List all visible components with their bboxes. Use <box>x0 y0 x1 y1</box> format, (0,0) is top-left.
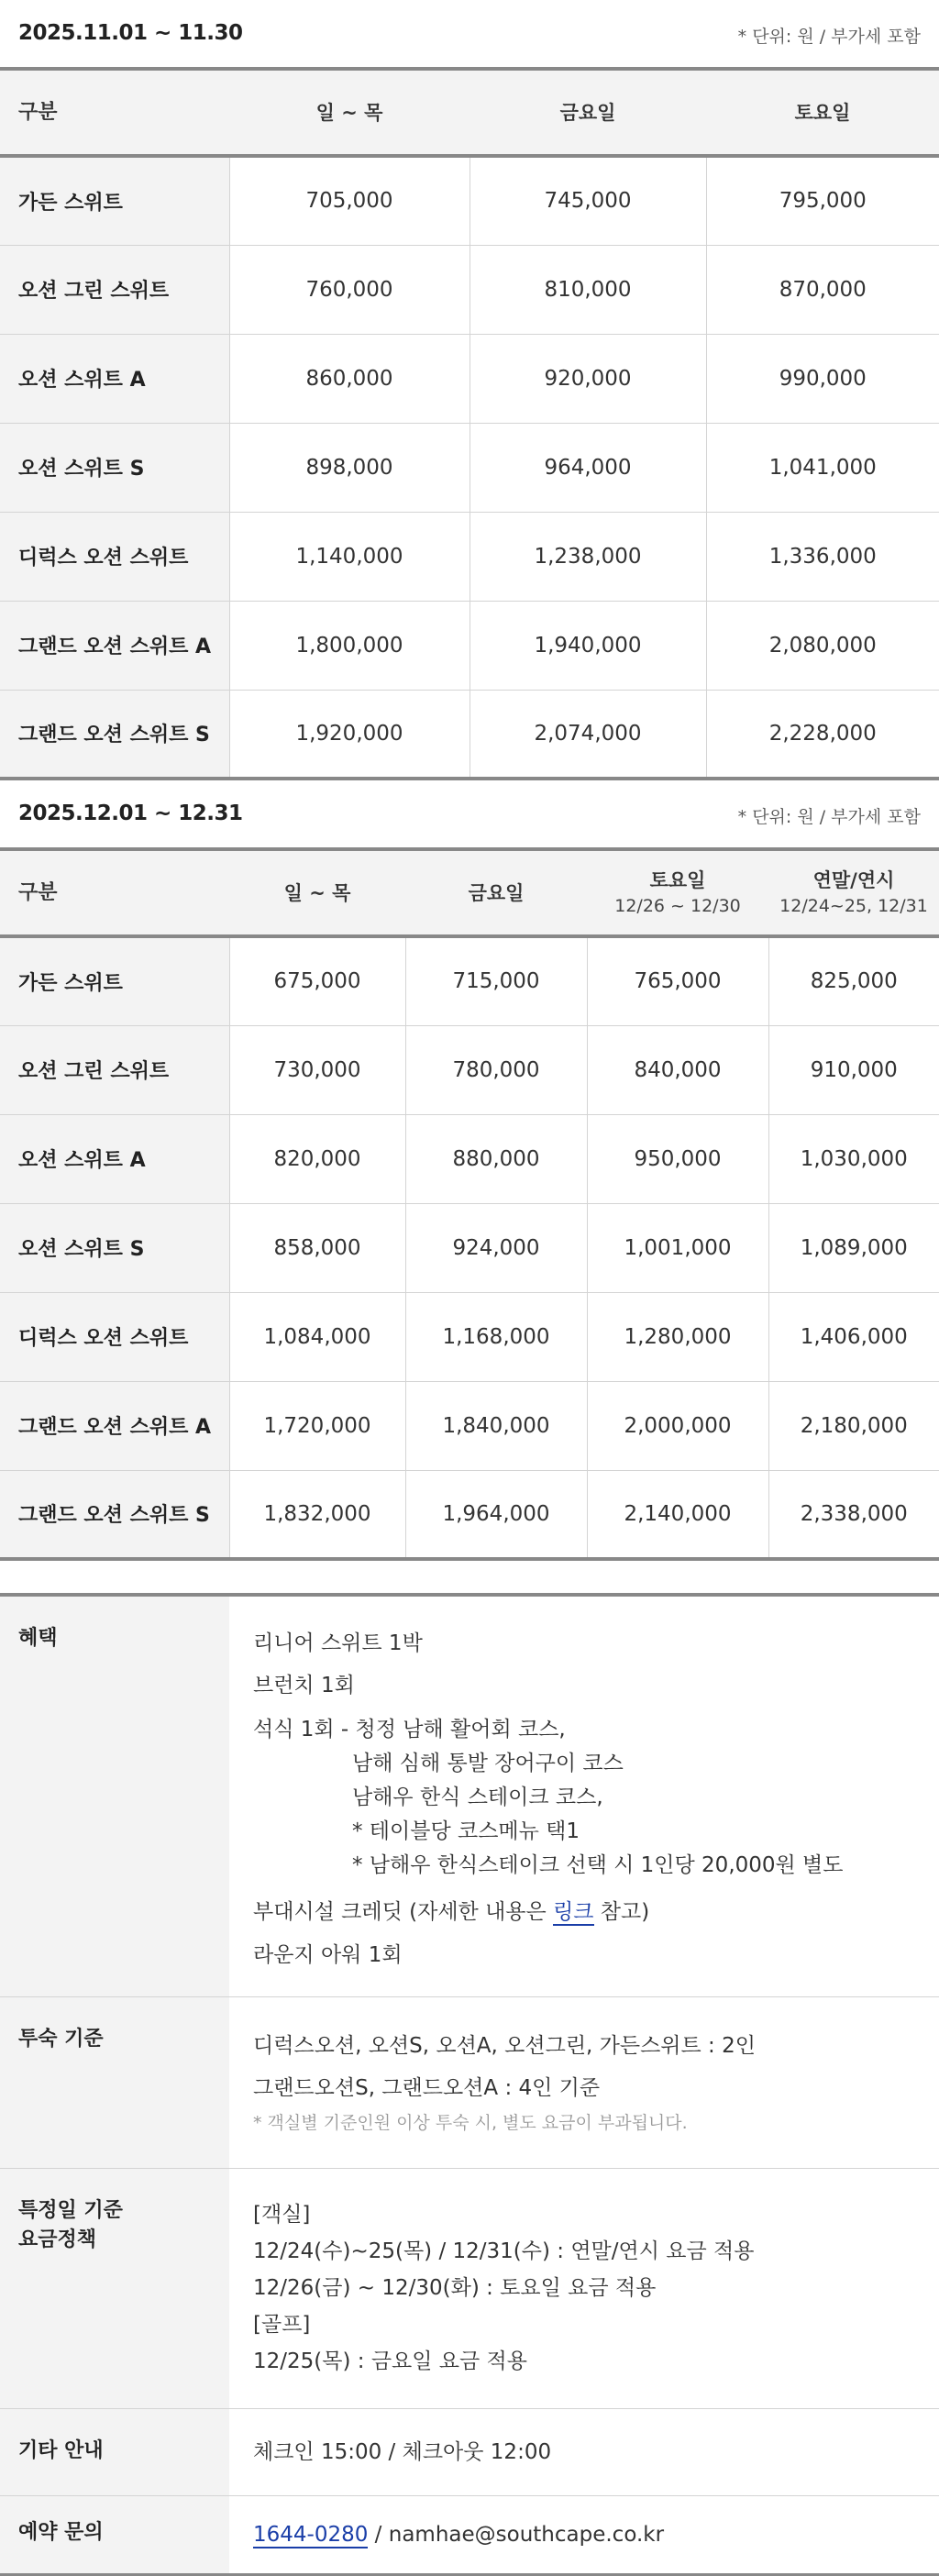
price-cell: 1,800,000 <box>229 601 470 690</box>
table-row <box>0 601 939 690</box>
room-name: 가든 스위트 <box>0 936 229 1025</box>
section-spacer <box>0 1561 939 1593</box>
special-label-line: 요금정책 <box>18 2228 97 2251</box>
table-row <box>0 334 939 423</box>
info-row-benefit <box>0 1597 939 1997</box>
price-cell: 2,140,000 <box>587 1470 768 1559</box>
contact-separator: / <box>368 2523 389 2547</box>
credit-text-pre: 부대시설 크레딧 (자세한 내용은 <box>253 1900 554 1924</box>
info-row-occupancy <box>0 1997 939 2169</box>
info-label-etc: 기타 안내 <box>0 2409 229 2495</box>
price-cell: 825,000 <box>768 936 939 1025</box>
occupancy-line: 그랜드오션S, 그랜드오션A : 4인 기준 <box>253 2076 601 2100</box>
room-name: 오션 그린 스위트 <box>0 1025 229 1114</box>
price-cell: 2,180,000 <box>768 1381 939 1470</box>
price-cell: 1,030,000 <box>768 1114 939 1203</box>
price-cell: 730,000 <box>229 1025 405 1114</box>
period-header-dec <box>0 780 939 847</box>
rate-table-dec <box>0 847 939 1561</box>
info-table <box>0 1593 939 2576</box>
period-title: 2025.11.01 ~ 11.30 <box>18 21 243 45</box>
price-cell: 2,228,000 <box>706 690 939 779</box>
info-row-etc <box>0 2409 939 2496</box>
dinner-line: 석식 1회 - 청정 남해 활어회 코스, <box>253 1718 566 1741</box>
price-cell: 1,168,000 <box>405 1292 587 1381</box>
unit-note: * 단위: 원 / 부가세 포함 <box>737 807 921 827</box>
header-category: 구분 <box>18 880 58 904</box>
occupancy-line: 디럭스오션, 오션S, 오션A, 오션그린, 가든스위트 : 2인 <box>253 2034 756 2058</box>
info-body-etc: 체크인 15:00 / 체크아웃 12:00 <box>253 2440 552 2464</box>
room-name: 오션 스위트 S <box>0 1203 229 1292</box>
price-cell: 1,280,000 <box>587 1292 768 1381</box>
info-row-special <box>0 2169 939 2409</box>
room-name: 오션 스위트 A <box>0 334 229 423</box>
special-line: 12/26(금) ~ 12/30(화) : 토요일 요금 적용 <box>253 2276 657 2300</box>
room-name: 가든 스위트 <box>0 156 229 245</box>
price-cell: 760,000 <box>229 245 470 334</box>
price-cell: 675,000 <box>229 936 405 1025</box>
price-cell: 1,336,000 <box>706 512 939 601</box>
info-body-benefit <box>229 1597 939 1996</box>
header-friday: 금요일 <box>468 881 525 904</box>
info-body-contact <box>229 2496 939 2573</box>
price-cell: 910,000 <box>768 1025 939 1114</box>
table-row <box>0 156 939 245</box>
room-name: 오션 그린 스위트 <box>0 245 229 334</box>
header-weekday: 일 ~ 목 <box>315 101 383 124</box>
header-saturday <box>587 849 768 936</box>
header-yearend-label: 연말/연시 <box>812 868 895 891</box>
benefit-dinner <box>253 1713 921 1883</box>
occupancy-note: * 객실별 기준인원 이상 투숙 시, 별도 요금이 부과됩니다. <box>253 2113 688 2133</box>
info-label-special <box>0 2169 229 2408</box>
room-name: 오션 스위트 S <box>0 423 229 512</box>
price-cell: 1,840,000 <box>405 1381 587 1470</box>
table-row <box>0 1470 939 1559</box>
dinner-line: 남해 심해 통발 장어구이 코스 <box>352 1752 624 1775</box>
table-row <box>0 245 939 334</box>
table-row <box>0 690 939 779</box>
price-cell: 2,074,000 <box>470 690 706 779</box>
price-cell: 780,000 <box>405 1025 587 1114</box>
special-label-line: 특정일 기준 <box>18 2199 123 2222</box>
header-saturday-label: 토요일 <box>649 868 706 891</box>
price-cell: 2,000,000 <box>587 1381 768 1470</box>
info-body-special <box>229 2169 939 2408</box>
header-yearend-dates: 12/24~25, 12/31 <box>779 895 928 916</box>
price-cell: 880,000 <box>405 1114 587 1203</box>
room-name: 디럭스 오션 스위트 <box>0 1292 229 1381</box>
special-line: 12/25(목) : 금요일 요금 적용 <box>253 2349 527 2373</box>
price-cell: 870,000 <box>706 245 939 334</box>
table-row <box>0 936 939 1025</box>
price-cell: 920,000 <box>470 334 706 423</box>
price-cell: 860,000 <box>229 334 470 423</box>
price-cell: 715,000 <box>405 936 587 1025</box>
room-name: 디럭스 오션 스위트 <box>0 512 229 601</box>
price-cell: 858,000 <box>229 1203 405 1292</box>
header-weekday: 일 ~ 목 <box>283 881 351 904</box>
period-title: 2025.12.01 ~ 12.31 <box>18 802 243 825</box>
header-category: 구분 <box>18 100 58 124</box>
credit-link[interactable]: 링크 <box>553 1900 594 1924</box>
table-row <box>0 1114 939 1203</box>
price-cell: 950,000 <box>587 1114 768 1203</box>
price-cell: 898,000 <box>229 423 470 512</box>
special-line: 12/24(수)~25(목) / 12/31(수) : 연말/연시 요금 적용 <box>253 2239 755 2263</box>
info-body-occupancy <box>229 1997 939 2168</box>
price-cell: 745,000 <box>470 156 706 245</box>
info-row-contact <box>0 2496 939 2573</box>
special-line: [객실] <box>253 2203 311 2227</box>
benefit-stay: 리니어 스위트 1박 <box>253 1631 423 1655</box>
price-cell: 1,720,000 <box>229 1381 405 1470</box>
price-cell: 765,000 <box>587 936 768 1025</box>
unit-note: * 단위: 원 / 부가세 포함 <box>737 27 921 47</box>
price-cell: 1,406,000 <box>768 1292 939 1381</box>
price-cell: 1,940,000 <box>470 601 706 690</box>
info-label-contact: 예약 문의 <box>0 2496 229 2573</box>
room-name: 오션 스위트 A <box>0 1114 229 1203</box>
price-cell: 2,080,000 <box>706 601 939 690</box>
header-yearend <box>768 849 939 936</box>
price-cell: 1,041,000 <box>706 423 939 512</box>
price-cell: 840,000 <box>587 1025 768 1114</box>
phone-link[interactable]: 1644-0280 <box>253 2523 369 2547</box>
price-cell: 1,089,000 <box>768 1203 939 1292</box>
price-cell: 1,920,000 <box>229 690 470 779</box>
price-cell: 1,084,000 <box>229 1292 405 1381</box>
table-header-row <box>0 849 939 936</box>
price-cell: 990,000 <box>706 334 939 423</box>
price-cell: 1,001,000 <box>587 1203 768 1292</box>
price-cell: 964,000 <box>470 423 706 512</box>
table-row <box>0 1292 939 1381</box>
price-cell: 1,140,000 <box>229 512 470 601</box>
dinner-line: * 테이블당 코스메뉴 택1 <box>352 1819 580 1843</box>
info-label-benefit: 혜택 <box>0 1597 229 1996</box>
info-label-occupancy: 투숙 기준 <box>0 1997 229 2168</box>
dinner-line: * 남해우 한식스테이크 선택 시 1인당 20,000원 별도 <box>352 1853 844 1877</box>
room-name: 그랜드 오션 스위트 S <box>0 1470 229 1559</box>
table-row <box>0 512 939 601</box>
room-name: 그랜드 오션 스위트 A <box>0 601 229 690</box>
table-row <box>0 423 939 512</box>
header-saturday: 토요일 <box>794 101 851 124</box>
price-cell: 1,964,000 <box>405 1470 587 1559</box>
header-friday: 금요일 <box>559 101 616 124</box>
price-cell: 795,000 <box>706 156 939 245</box>
table-header-row <box>0 69 939 156</box>
price-cell: 810,000 <box>470 245 706 334</box>
rate-table-nov <box>0 67 939 780</box>
price-cell: 705,000 <box>229 156 470 245</box>
benefit-credit <box>253 1892 921 1932</box>
price-cell: 1,238,000 <box>470 512 706 601</box>
table-row <box>0 1025 939 1114</box>
benefit-lounge: 라운지 아워 1회 <box>253 1943 403 1967</box>
price-cell: 820,000 <box>229 1114 405 1203</box>
dinner-line: 남해우 한식 스테이크 코스, <box>352 1786 603 1809</box>
price-cell: 924,000 <box>405 1203 587 1292</box>
room-name: 그랜드 오션 스위트 A <box>0 1381 229 1470</box>
room-name: 그랜드 오션 스위트 S <box>0 690 229 779</box>
header-saturday-dates: 12/26 ~ 12/30 <box>614 895 741 916</box>
table-row <box>0 1381 939 1470</box>
special-line: [골프] <box>253 2313 311 2337</box>
contact-email: namhae@southcape.co.kr <box>388 2523 665 2547</box>
table-row <box>0 1203 939 1292</box>
price-cell: 1,832,000 <box>229 1470 405 1559</box>
benefit-brunch: 브런치 1회 <box>253 1674 355 1697</box>
period-header-nov <box>0 0 939 67</box>
price-cell: 2,338,000 <box>768 1470 939 1559</box>
credit-text-post: 참고) <box>593 1900 650 1924</box>
